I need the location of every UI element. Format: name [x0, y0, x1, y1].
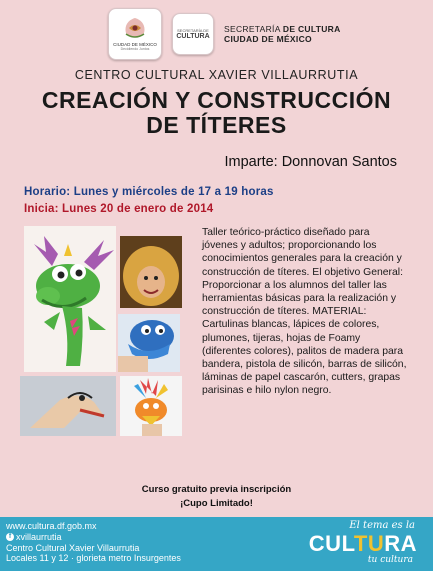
title-line-2: DE TÍTERES — [146, 112, 287, 138]
cultura-brand — [309, 531, 417, 557]
instructor: Imparte: Donnovan Santos — [224, 154, 397, 170]
center-name: CENTRO CULTURAL XAVIER VILLAURRUTIA — [74, 68, 359, 82]
workshop-description: Taller teórico-práctico diseñado para jóvenes y adultos; proporcionando los conocimientos generales para la creación y construcción de títeres. El objetivo General: Proporcionar a los alumnos del taller las herramientas básicas para la realización y construcción de títeres. MATERIAL: Cartulinas blancas, lápices de colores, plumones, tijeras, hojas de Foamy (diferentes colores), palitos de madera para bandera, pistola de silicón, barras de silicón, láminas de papel cascarón, cutters, grapas parisinas e hilo nylon negro. — [202, 227, 407, 397]
website-link[interactable]: www.cultura.df.gob.mx — [6, 521, 97, 531]
schedule: Horario: Lunes y miércoles de 17 a 19 horas — [24, 186, 274, 198]
facebook-handle[interactable]: xvillaurrutia — [16, 531, 62, 542]
venue-name: Centro Cultural Xavier Villaurrutia — [6, 542, 140, 553]
cdmx-emblem-icon — [120, 16, 150, 42]
limited-space-note: ¡Cupo Limitado! — [180, 498, 253, 509]
header-logos — [108, 8, 341, 60]
footer-tagline: El tema es la — [349, 520, 415, 531]
photo-hair-puppet — [120, 236, 182, 308]
photo-blue-puppet — [118, 314, 180, 372]
page-title — [0, 88, 433, 138]
secretaria-line1-b: DE CULTURA — [282, 24, 341, 34]
venue-address: Locales 11 y 12 · glorieta metro Insurgentes — [6, 553, 181, 564]
photo-bird-puppet — [120, 376, 182, 436]
secretaria-line1-a: SECRETARÍA — [224, 24, 283, 34]
secretaria-line2: CIUDAD DE MÉXICO — [224, 34, 312, 44]
cdmx-logo — [108, 8, 162, 60]
brand-part-a: CUL — [308, 531, 354, 556]
secretaria-text — [224, 24, 341, 44]
footer-contact — [6, 521, 181, 564]
cultura-logo-word: CULTURA — [176, 33, 210, 40]
brand-part-b: TU — [353, 531, 385, 556]
photo-hand-puppet — [20, 376, 116, 436]
facebook-icon: f — [6, 533, 14, 541]
brand-part-c: RA — [384, 531, 417, 556]
footer — [0, 517, 433, 571]
cdmx-logo-caption: CIUDAD DE MÉXICO — [113, 42, 157, 47]
cultura-logo-small: SECRETARÍA DE — [177, 28, 209, 33]
title-line-1: CREACIÓN Y CONSTRUCCIÓN — [41, 87, 392, 113]
cdmx-logo-subcaption: Decidiendo Juntos — [120, 47, 150, 51]
brand-subtitle: tu cultura — [367, 555, 413, 565]
photo-dragon-puppet — [24, 226, 116, 372]
start-date: Inicia: Lunes 20 de enero de 2014 — [24, 203, 214, 215]
free-course-note: Curso gratuito previa inscripción — [141, 484, 292, 495]
cultura-logo — [172, 13, 214, 55]
